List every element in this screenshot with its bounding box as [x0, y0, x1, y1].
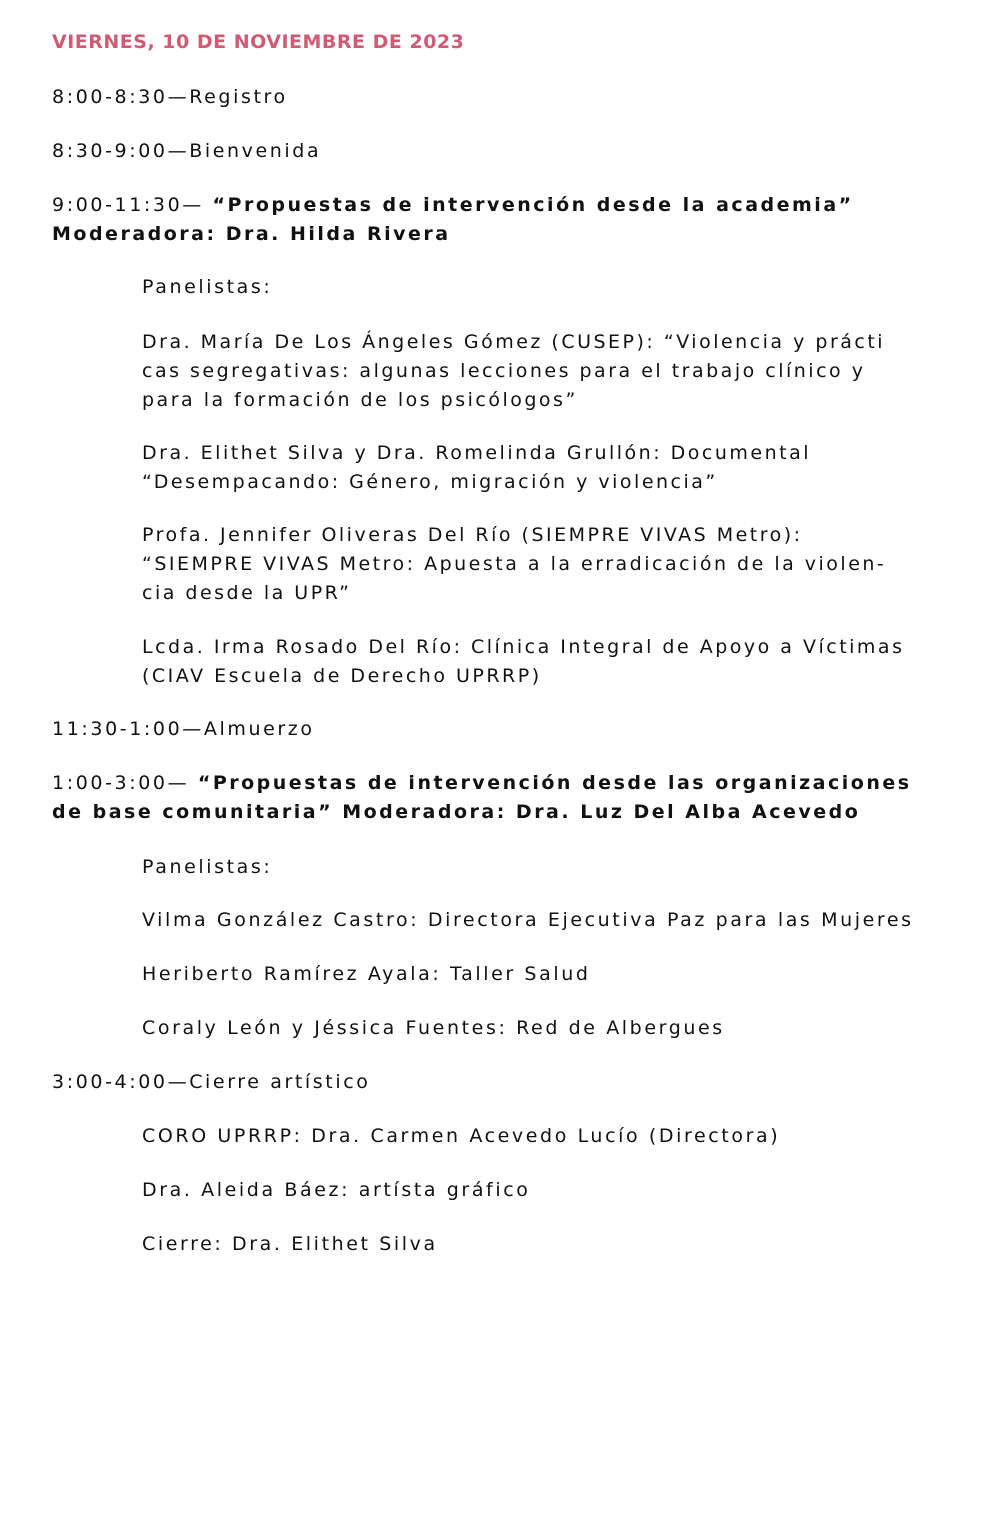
- date-header: VIERNES, 10 DE NOVIEMBRE DE 2023: [52, 31, 465, 53]
- panelist-line: “Desempacando: Género, migración y violencia”: [142, 471, 718, 493]
- panelist-line: cia desde la UPR”: [142, 582, 352, 604]
- session1-panelist-2: [142, 439, 811, 497]
- session2-title-line2: de base comunitaria” Moderadora: Dra. Luz Del Alba Acevedo: [52, 801, 861, 823]
- session1-time: 9:00-11:30—: [52, 194, 204, 216]
- session2-panelist-1: Vilma González Castro: Directora Ejecutiva Paz para las Mujeres: [142, 909, 914, 931]
- cierre-item-2: Dra. Aleida Báez: artísta gráfico: [142, 1179, 531, 1201]
- panelist-line: Dra. Elithet Silva y Dra. Romelinda Grullón: Documental: [142, 442, 811, 464]
- panelist-line: “SIEMPRE VIVAS Metro: Apuesta a la erradicación de la violen-: [142, 553, 887, 575]
- panelist-line: Lcda. Irma Rosado Del Río: Clínica Integral de Apoyo a Víctimas: [142, 636, 905, 658]
- schedule-almuerzo: 11:30-1:00—Almuerzo: [52, 718, 315, 740]
- schedule-registro: 8:00-8:30—Registro: [52, 86, 288, 108]
- session2-panelist-3: Coraly León y Jéssica Fuentes: Red de Albergues: [142, 1017, 725, 1039]
- panelist-line: para la formación de los psicólogos”: [142, 389, 578, 411]
- session2-panelists-label: Panelistas:: [142, 856, 273, 878]
- panelist-line: cas segregativas: algunas lecciones para el trabajo clínico y: [142, 360, 866, 382]
- session2-heading: [52, 769, 912, 798]
- cierre-item-1: CORO UPRRP: Dra. Carmen Acevedo Lucío (Directora): [142, 1125, 781, 1147]
- session1-heading: [52, 191, 854, 220]
- session2-title-line1: “Propuestas de intervención desde las organizaciones: [197, 772, 912, 794]
- session1-panelist-4: [142, 633, 904, 691]
- panelist-line: Dra. María De Los Ángeles Gómez (CUSEP): “Violencia y prácti: [142, 331, 886, 353]
- panelist-line: (CIAV Escuela de Derecho UPRRP): [142, 665, 542, 687]
- session1-panelist-3: [142, 521, 886, 608]
- schedule-cierre-artistico: 3:00-4:00—Cierre artístico: [52, 1071, 371, 1093]
- session1-moderator: Moderadora: Dra. Hilda Rivera: [52, 223, 451, 245]
- session2-panelist-2: Heriberto Ramírez Ayala: Taller Salud: [142, 963, 591, 985]
- session2-time: 1:00-3:00—: [52, 772, 190, 794]
- cierre-item-3: Cierre: Dra. Elithet Silva: [142, 1233, 438, 1255]
- session1-panelists-label: Panelistas:: [142, 276, 273, 298]
- session1-panelist-1: [142, 328, 885, 415]
- schedule-bienvenida: 8:30-9:00—Bienvenida: [52, 140, 322, 162]
- panelist-line: Profa. Jennifer Oliveras Del Río (SIEMPRE VIVAS Metro):: [142, 524, 803, 546]
- session1-title: “Propuestas de intervención desde la academia”: [212, 194, 854, 216]
